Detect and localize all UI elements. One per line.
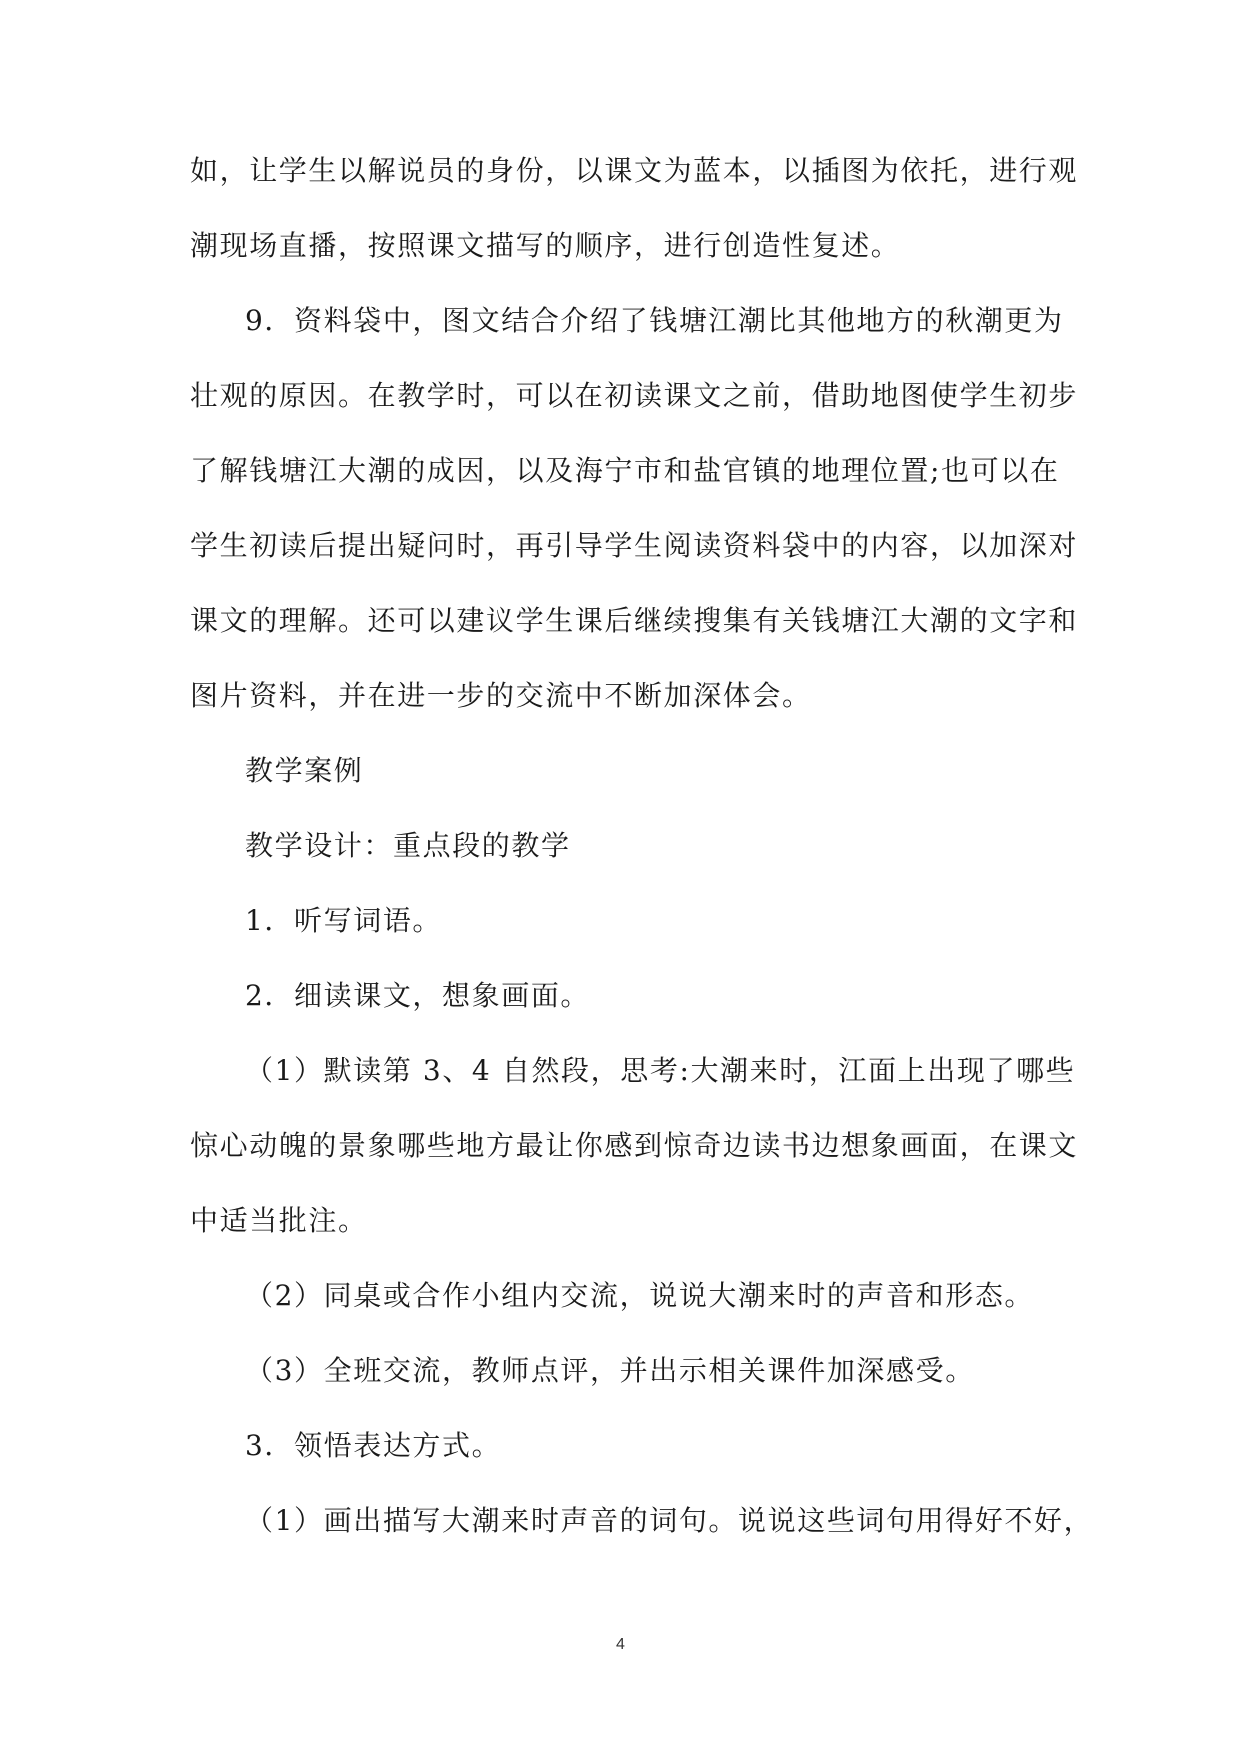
- text-line: （1）默读第 3、4 自然段，思考:大潮来时，江面上出现了哪些: [245, 1054, 1076, 1087]
- text-line: 壮观的原因。在教学时，可以在初读课文之前，借助地图使学生初步: [190, 379, 1079, 412]
- text-line: 中适当批注。: [190, 1204, 368, 1237]
- page-number: 4: [616, 1636, 625, 1653]
- text-line: 3．领悟表达方式。: [245, 1429, 502, 1462]
- text-line: （1）画出描写大潮来时声音的词句。说说这些词句用得好不好，: [245, 1504, 1094, 1537]
- text-line: 如，让学生以解说员的身份，以课文为蓝本，以插图为依托，进行观: [190, 154, 1079, 187]
- text-line: （3）全班交流，教师点评，并出示相关课件加深感受。: [245, 1354, 975, 1387]
- text-line: （2）同桌或合作小组内交流，说说大潮来时的声音和形态。: [245, 1279, 1035, 1312]
- text-line: 惊心动魄的景象哪些地方最让你感到惊奇边读书边想象画面，在课文: [190, 1129, 1079, 1162]
- text-line: 1．听写词语。: [245, 904, 443, 937]
- section-heading: 教学案例: [245, 754, 364, 787]
- text-line: 潮现场直播，按照课文描写的顺序，进行创造性复述。: [190, 229, 901, 262]
- subsection-heading: 教学设计：重点段的教学: [245, 829, 571, 862]
- text-line: 2．细读课文，想象画面。: [245, 979, 591, 1012]
- text-line: 图片资料，并在进一步的交流中不断加深体会。: [190, 679, 812, 712]
- text-line: 9．资料袋中，图文结合介绍了钱塘江潮比其他地方的秋潮更为: [245, 304, 1064, 337]
- text-line: 课文的理解。还可以建议学生课后继续搜集有关钱塘江大潮的文字和: [190, 604, 1079, 637]
- text-line: 学生初读后提出疑问时，再引导学生阅读资料袋中的内容，以加深对: [190, 529, 1079, 562]
- text-line: 了解钱塘江大潮的成因，以及海宁市和盐官镇的地理位置;也可以在: [190, 454, 1060, 487]
